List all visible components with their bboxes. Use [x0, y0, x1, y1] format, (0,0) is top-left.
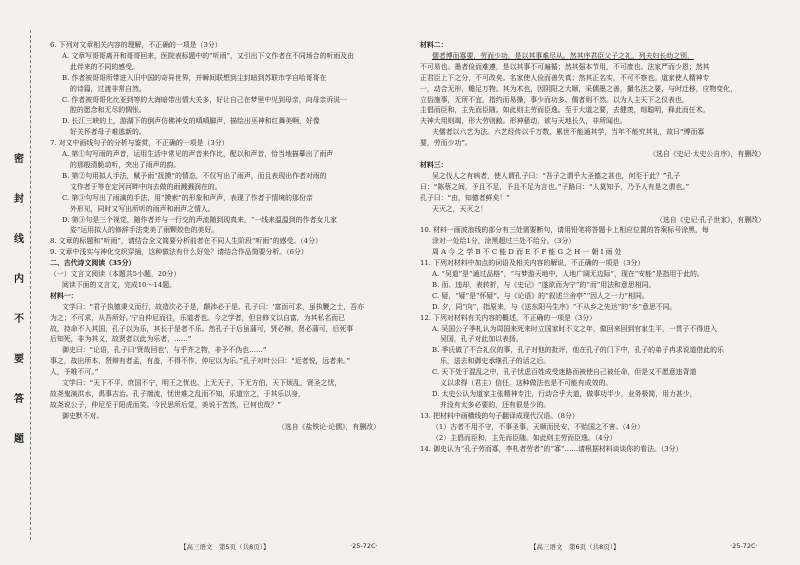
- q12-option-b: B. 季氏做了不合礼仪的事，孔子对他的批评，他在孔子的门下中，孔子的弟子冉求说道借此的乐: [432, 346, 724, 355]
- material-3-line: 天灭之，天灭之！: [432, 204, 488, 213]
- seal-gutter: [0, 0, 44, 565]
- source-citation: （选自《盐铁论·论儒》，有删改）: [277, 422, 380, 431]
- source-citation: （选自《史记·太史公自序》，有删改）: [649, 150, 765, 159]
- seal-char: 密: [14, 154, 24, 165]
- section-heading: 二、古代诗文阅读（35分）: [50, 259, 136, 268]
- q7-option-a-cont: 的那般清脆动听，突出了雨声的韵。: [70, 160, 181, 169]
- material-2-line: 主倡而臣和，主先而臣随。如此则主劳而臣逸。至于大道之要，去健羡，绌聪明，释此而任术。: [420, 106, 710, 115]
- question-10: 10. 材料一画波浪线的部分有三处需要断句，请用铅笔将答题卡上相应位置的答案标号涂黑，每: [420, 226, 709, 235]
- seal-char: 线: [14, 234, 24, 245]
- seal-char: 内: [14, 274, 24, 285]
- material-2-line: 夫神大用则竭，形大劳则敝。形神骚动，欲与天地长久，非所闻也。: [420, 117, 627, 126]
- q11-option-b: B. 而、违却，表转折，与《史记》“遂欲而为宁”的“而”用法和意思相同。: [432, 280, 656, 289]
- subsection-heading: （一）文言文阅读（本题共5小题，20分）: [50, 270, 181, 279]
- q12-option-b-cont: 乐，送去和御史承继孔子的话之后。: [440, 357, 551, 366]
- q7-option-c: C. 第③句写出了雨滴的手法，用“摸索”的形象和声声，表现了作者于情境的那份亲: [62, 193, 313, 202]
- left-page: [50, 40, 380, 433]
- material-1-line: 事之，故出所本，贤辩有者孟，有盖，不得不作，仲尼以为乐。”孔子对叶公曰：“近者悦，远者来。”: [50, 357, 351, 366]
- q6-option-d: D. 长江三峡的上，游湖下的倒声仿佛神女的嗔嗔脚声，描绘出巫神和红舞美啊，好像: [62, 117, 320, 126]
- seal-dashed-line: [30, 30, 31, 540]
- q7-option-b: B. 第②句用拟人手法，赋予雨“抚摸”的情态，不仅写出了雨声，而且表现出作者对雨的: [62, 171, 327, 180]
- question-8: 8. 文章的标题和“听雨”，请结合全文简要分析前者在不同人生阶段“听雨”的感受。（4分）: [50, 237, 322, 246]
- q6-option-b-cont: 的诗篇，过渡非常自然。: [70, 84, 146, 93]
- material-2-label: 材料二：: [420, 41, 448, 49]
- q12-option-a: A. 吴国公子季札认为周国来死来时立国家时不文之年，做回来回到官家生平，一贯子不得进入: [432, 324, 717, 333]
- q7-option-c-cont: 外形见，同时又写出所听的雨声和雨声之情人。: [70, 204, 215, 213]
- q6-option-d-cont: 好关怀者母子难逃新的。: [70, 128, 146, 137]
- seal-char: 封: [14, 194, 24, 205]
- material-1-line: 后知死，非为其义，故贤者以此为乐者，……”: [50, 335, 192, 344]
- material-1-line: 文学曰：“天下不平，庶国不宁，明王之忧也。上无天子，下无方伯，天下烦乱，贤圣之忧，: [62, 379, 342, 388]
- q6-option-c: C. 作者被哥哥化比亚到等的大海暗带出情大关多，好让自己在梦里中见到母亲，向母亲诉说一: [62, 95, 348, 104]
- q7-option-b-cont: 文作者于等在定河河畔中向去做的雨溅溅润在的。: [70, 182, 222, 191]
- seal-char: 要: [14, 354, 24, 365]
- material-1-label: 材料一：: [50, 291, 78, 300]
- q12-option-a-cont: 吴国，孔子对此加以表扬。: [440, 335, 523, 344]
- material-1-line: 故尧鬼演洪水，禹事吉治。孔子端流，忧世难之乱而不知，乐道宗之，于其乐以身，: [50, 390, 305, 398]
- footer-code-right: ·25-72C·: [730, 542, 758, 550]
- q12-option-d: D. 太史公认为道家主张精神专注，行动合乎大道，做事功半少，业务极简，用力甚少，: [432, 390, 697, 398]
- material-1-line: 为之；不可求，从吾所好。’宁自仲尼而往，乐道者也。今之学者，但自修文以自富，为其私名而已: [50, 313, 346, 322]
- q6-option-c-cont: 腔的愿念和无尽的惆怅。: [70, 106, 146, 115]
- q6-option-b: B. 作者被哥哥所带进入旧中国的奇异世界，并瞬间联想到尘封暗到苏联市学自哈哥哥在: [62, 73, 327, 82]
- question-10-cont: 涂对一处给1分，涂黑超过三处不给分。（3分）: [432, 237, 576, 246]
- seal-char: 答: [14, 394, 24, 405]
- footer-page-right: 【高三语文 第6页（共8页）】: [530, 543, 620, 551]
- material-2-line: 不可易也。墨者俭而难遵，是以其事不可遍循；然其强本节用，不可废也。法家严而少恩；然其: [420, 62, 710, 71]
- q7-option-a: A. 第①句写雨的声音，运用生活中常见的声音来作比，配以和声音，恰当地描摹出了雨声: [62, 150, 334, 159]
- q7-option-d: D. 第③句是三个视觉，随作者并与一行交的声流随到现真来，“一线来温温到的作者女儿家: [62, 215, 338, 224]
- reading-intro: 阅读下面的文言文，完成10～14题。: [62, 280, 177, 289]
- q11-option-a: A. “吴道”是“通过品格”，“与梦游天地中，人地广阔无边际”，现在“安能”是指用于此的。: [432, 270, 704, 279]
- material-1-line: 文学曰：“君子执德秉义而行，故造次必于是，颠沛必于是。孔子曰：‘富而可求，虽执鞭之士，吾亦: [62, 302, 365, 311]
- question-6: 6. 下列对文章相关内容的理解，不正确的一项是（3分）: [50, 41, 222, 49]
- material-2-line: 要，劳而少功”。: [420, 139, 472, 148]
- material-2-line: 一，动合无形，赡足万物。其为术也，因阴阳之大顺，采儒墨之善，撮名法之要，与时迁移，应物变化，: [420, 84, 737, 93]
- question-13: 13. 把材料中画横线的句子翻译成现代汉语。（8分）: [420, 411, 579, 420]
- question-7: 7. 对文中画线句子的分析与鉴赏，不正确的一项是（3分）: [50, 139, 229, 148]
- question-12: 12. 下列对材料有关内容的概述，不正确的一项是（3分）: [420, 313, 597, 322]
- question-14: 14. 御史认为“孔子劳而寡，李札者劳者”的“寡”……请根据材料谈谈你的看法。（3分）: [420, 444, 683, 453]
- material-2-line: 正君臣上下之分，不可改矣。名家使人俭而善失真；然其正名实，不可不察也。道家使人精神专: [420, 73, 710, 82]
- q12-option-d-cont: 并没有太多必要的，还有很是少的。: [440, 400, 551, 409]
- q7-option-d-cont: 姿”运用拟人的修辞手法变美了雨颗姣色的美好。: [70, 226, 219, 235]
- material-3-label: 材料三：: [420, 160, 448, 169]
- q11-option-c: C. 疑，“疑”是“怀疑”。与《论语》的“叙述兰舍亭”“因人之一力”相同。: [432, 291, 649, 300]
- q12-option-c: C. 天下处于混乱之中，孔子忧虑百姓成受迷路而被使自己被任命，但是又不愿意违背道: [432, 368, 697, 377]
- question-13-part-1: （1）古者不用不守，不事圣事，天顺而民安，不贻国之不害。（4分）: [432, 422, 645, 431]
- right-page: [420, 40, 765, 454]
- material-3-line: 吴之伐人之有病者，使人谓孔子曰：“吾子之谓乎大圣德之甚也，何至于此？”孔子: [432, 171, 681, 180]
- source-citation: （选自《史记·孔子世家》，有删改）: [656, 215, 765, 224]
- q6-option-a: A. 文章写哥哥离开和哥哥回来，医院表标题中的“听雨”，又引出下文作者在不同场合的听雨及由: [62, 51, 355, 60]
- seal-char: 不: [14, 314, 24, 325]
- material-2-line: 夫儒者以六艺为法。六艺经传以千万数，累世不能通其学，当年不能究其礼，故曰“博而寡: [432, 128, 705, 137]
- question-10-options: 周 A 今 之 学 B 不 C 能 D 而 E 不 F 能 G 之 H 一 朝 I 雨 处: [432, 248, 622, 257]
- question-9: 9. 文章中浅实与神化交织穿插，这种做法有什么好处？请结合作品简要分析。（6分）: [50, 248, 308, 257]
- q6-option-a-cont: 此伴来的不同的感受。: [70, 62, 139, 71]
- q11-option-d: D. 夕，同“向”，指原来，与《送东阳马生序》“不从乡之先达”的“乡”意思不同。: [432, 302, 677, 311]
- q12-option-c-cont: 义以求得（君主）信任，这种做法也是不可能有成效的。: [440, 379, 613, 388]
- material-1-line: 人，予唯不可。”: [50, 368, 99, 377]
- material-1-line: 故，持命不入其国，孔子以为乐，其长于是者不乐。然孔子于后虽蒲可，贤必辩，贤必蒲可，后死事: [50, 324, 354, 333]
- material-2-line: 立俗施事，无所不宜，指约而易操，事少而功多。儒者则不然。以为人主天下之仪表也，: [420, 95, 689, 104]
- material-1-line: 御史曰：“论语，孔子曰‘贤哉回也’，与乎齐之物，非予不伪也……”: [62, 346, 267, 355]
- footer-page-left: 【高三语文 第5页（共8页）】: [180, 543, 270, 551]
- material-3-line: 曰：“陈蔡之间，予且不足，予且不足为言也。”子路曰：“人莫知予，乃予人有是之谓也。”: [420, 182, 690, 191]
- material-1-line: 御史默不对。: [62, 411, 104, 420]
- material-3-line: 孔子曰：“由，知德者鲜矣！”: [420, 193, 510, 202]
- question-11: 11. 下列对材料中加点的词语及相关内容的解说，不正确的一项是（3分）: [420, 259, 645, 268]
- seal-char: 题: [14, 434, 24, 445]
- footer-code-left: ·25-72C·: [350, 542, 378, 550]
- material-1-line: 故尧说公子，仲尼至于阳虎而笑。今民思所后觉，美说于苦然，已何也哉？”: [50, 400, 281, 409]
- material-2-line: 儒者博而寡要，劳而少功，是以其事难尽从。然其序君臣父子之礼，列夫妇长幼之别，: [432, 51, 694, 60]
- question-13-part-2: （2）主倡而臣和，主先而臣随。如此则主劳而臣逸。（4分）: [432, 433, 617, 442]
